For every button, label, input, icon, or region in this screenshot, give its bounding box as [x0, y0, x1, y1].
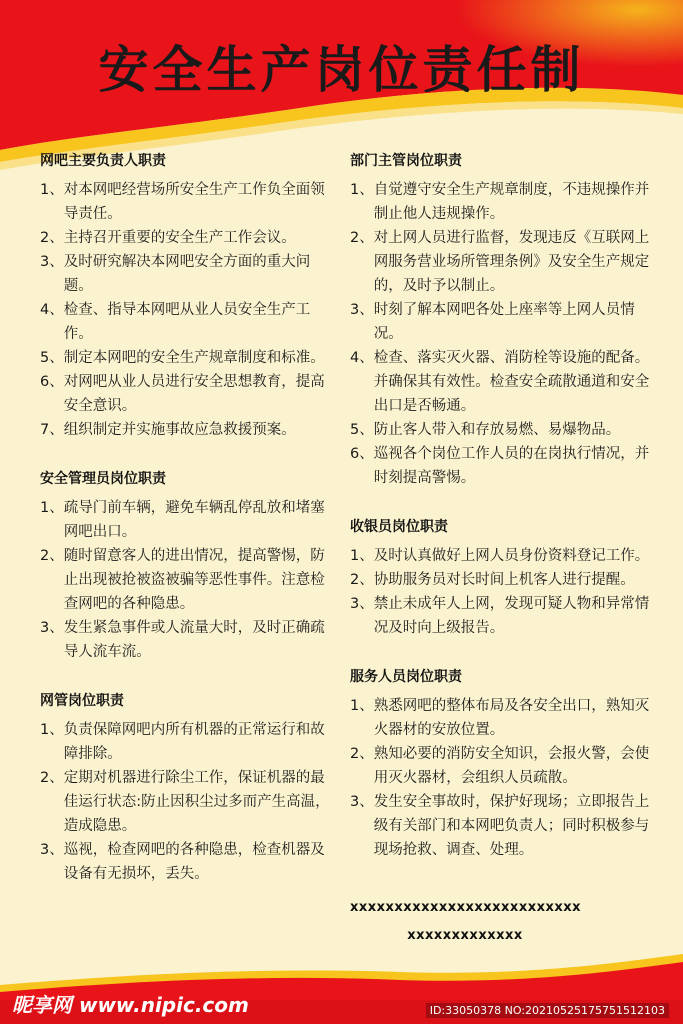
duty-item [40, 370, 330, 418]
item-text: 对上网人员进行监督，发现违反《互联网上网服务营业场所管理条例》及安全生产规定的，及时予以制止。 [373, 230, 650, 294]
item-number: 6、 [40, 374, 64, 390]
duty-item [40, 226, 330, 250]
section-title: 服务人员岗位职责 [350, 669, 462, 685]
section-title: 收银员岗位职责 [350, 519, 448, 535]
item-text: 随时留意客人的进出情况，提高警惕，防止出现被抢被盗被骗等恶性事件。注意检查网吧的各种隐患。 [63, 548, 325, 612]
item-number: 1、 [40, 182, 64, 198]
watermark-id: ID:33050378 NO:20210525175751512103 [426, 1003, 669, 1018]
item-number: 3、 [40, 620, 64, 636]
duty-item [40, 178, 330, 226]
item-number: 2、 [350, 746, 374, 762]
item-number: 3、 [350, 596, 374, 612]
duty-section [40, 468, 330, 664]
duty-section [40, 690, 330, 886]
item-number: 2、 [350, 230, 374, 246]
left-column [40, 146, 330, 912]
item-number: 3、 [350, 302, 374, 318]
duty-item [40, 496, 330, 544]
item-text: 检查、落实灭火器、消防栓等设施的配备。并确保其有效性。检查安全疏散通道和安全出口是否畅通。 [373, 350, 650, 414]
item-text: 对本网吧经营场所安全生产工作负全面领导责任。 [63, 182, 325, 222]
item-number: 2、 [40, 548, 64, 564]
item-number: 1、 [350, 182, 374, 198]
footer-placeholder-line-2: xxxxxxxxxxxxx [407, 928, 523, 943]
section-title: 网管岗位职责 [40, 693, 124, 709]
item-text: 巡视各个岗位工作人员的在岗执行情况，并时刻提高警惕。 [373, 446, 650, 486]
item-number: 3、 [40, 254, 64, 270]
item-text: 对网吧从业人员进行安全思想教育，提高安全意识。 [63, 374, 325, 414]
item-number: 3、 [40, 842, 64, 858]
item-number: 6、 [350, 446, 374, 462]
item-number: 1、 [350, 698, 374, 714]
item-text: 发生紧急事件或人流量大时，及时正确疏导人流车流。 [63, 620, 325, 660]
duty-item [40, 544, 330, 616]
item-text: 负责保障网吧内所有机器的正常运行和故障排除。 [63, 722, 325, 762]
watermark-logo: 昵享网 www.nipic.com [12, 993, 249, 1017]
item-number: 2、 [40, 230, 64, 246]
duty-item [350, 442, 650, 490]
item-text: 及时认真做好上网人员身份资料登记工作。 [373, 548, 650, 564]
item-number: 5、 [40, 350, 64, 366]
duty-item [350, 694, 650, 742]
duty-item [40, 838, 330, 886]
section-title: 网吧主要负责人职责 [40, 153, 166, 169]
item-number: 4、 [40, 302, 64, 318]
duty-section [40, 150, 330, 442]
duty-section [350, 516, 650, 640]
item-text: 定期对机器进行除尘工作，保证机器的最佳运行状态:防止因积尘过多而产生高温，造成隐患。 [63, 770, 330, 834]
item-number: 2、 [40, 770, 64, 786]
duty-item [40, 766, 330, 838]
item-text: 制定本网吧的安全生产规章制度和标准。 [63, 350, 325, 366]
item-text: 协助服务员对长时间上机客人进行提醒。 [373, 572, 635, 588]
item-number: 4、 [350, 350, 374, 366]
duty-item [350, 298, 650, 346]
duty-item [350, 568, 650, 592]
item-number: 1、 [350, 548, 374, 564]
item-text: 熟悉网吧的整体布局及各安全出口，熟知灭火器材的安放位置。 [373, 698, 650, 738]
item-text: 疏导门前车辆，避免车辆乱停乱放和堵塞网吧出口。 [63, 500, 325, 540]
item-text: 熟知必要的消防安全知识，会报火警，会使用灭火器材，会组织人员疏散。 [373, 746, 650, 786]
duty-item [40, 346, 330, 370]
duty-item [350, 418, 650, 442]
duty-item [40, 250, 330, 298]
item-text: 时刻了解本网吧各处上座率等上网人员情况。 [373, 302, 635, 342]
section-title: 部门主管岗位职责 [350, 153, 462, 169]
item-text: 自觉遵守安全生产规章制度，不违规操作并制止他人违规操作。 [373, 182, 650, 222]
duty-item [350, 346, 650, 418]
duty-item [350, 742, 650, 790]
duty-section [350, 150, 650, 490]
duty-item [40, 298, 330, 346]
item-number: 3、 [350, 794, 374, 810]
duty-item [40, 418, 330, 442]
duty-item [350, 790, 650, 862]
item-number: 1、 [40, 722, 64, 738]
item-number: 7、 [40, 422, 64, 438]
item-number: 2、 [350, 572, 374, 588]
duty-section [350, 666, 650, 862]
item-text: 发生安全事故时，保护好现场；立即报告上级有关部门和本网吧负责人；同时积极参与现场抢救、调查、处理。 [373, 794, 650, 858]
item-number: 1、 [40, 500, 64, 516]
item-text: 组织制定并实施事故应急救援预案。 [63, 422, 296, 438]
page-title: 安全生产岗位责任制 [98, 41, 585, 99]
duty-item [350, 178, 650, 226]
duty-item [40, 718, 330, 766]
item-number: 5、 [350, 422, 374, 438]
item-text: 检查、指导本网吧从业人员安全生产工作。 [63, 302, 311, 342]
item-text: 及时研究解决本网吧安全方面的重大问题。 [63, 254, 311, 294]
duty-item [350, 544, 650, 568]
item-text: 巡视，检查网吧的各种隐患，检查机器及设备有无损坏，丢失。 [63, 842, 325, 882]
section-title: 安全管理员岗位职责 [40, 471, 166, 487]
right-column [350, 146, 650, 888]
duty-item [40, 616, 330, 664]
footer-placeholder-line-1: xxxxxxxxxxxxxxxxxxxxxxxxxx [350, 900, 582, 915]
item-text: 防止客人带入和存放易燃、易爆物品。 [373, 422, 621, 438]
item-text: 主持召开重要的安全生产工作会议。 [63, 230, 296, 246]
duty-item [350, 592, 650, 640]
duty-item [350, 226, 650, 298]
item-text: 禁止未成年人上网，发现可疑人物和异常情况及时向上级报告。 [373, 596, 650, 636]
